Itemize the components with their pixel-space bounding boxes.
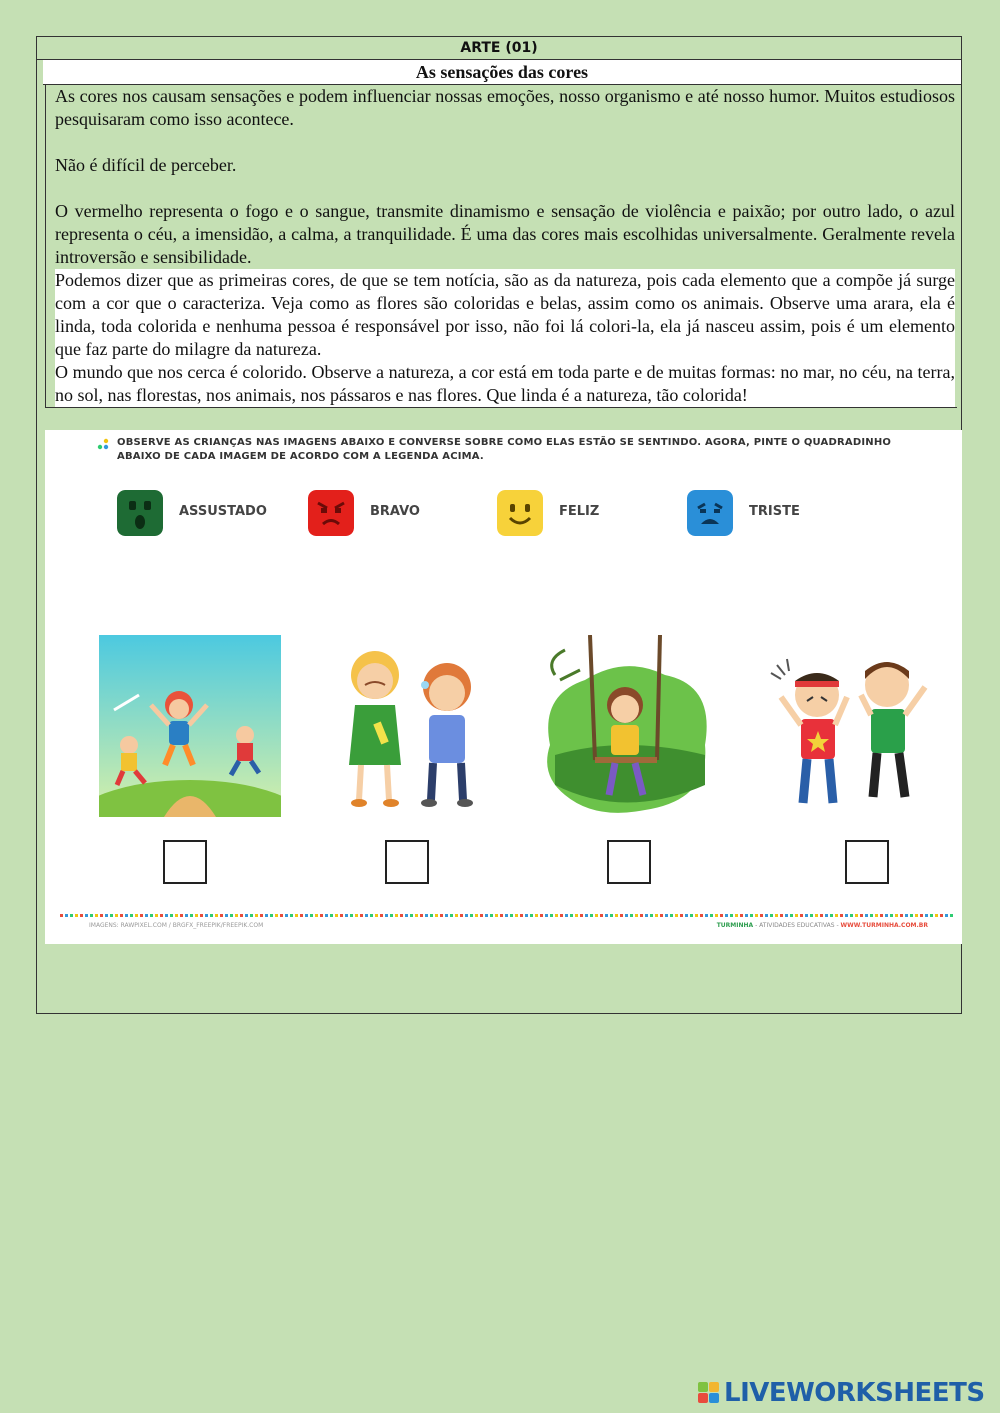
liveworksheets-logo-icon [698, 1382, 720, 1404]
footer-site [717, 922, 928, 929]
checkbox-image-4[interactable] [845, 840, 889, 884]
subject-header: ARTE (01) [37, 37, 961, 60]
legend-label-triste: TRISTE [749, 504, 800, 519]
paragraph-4: Podemos dizer que as primeiras cores, de que se tem notícia, são as da natureza, pois cada elemento que a compõe já surge com a cor que o caracteriza. Veja como as flores são coloridas e belas, assim como os animais. Observe uma arara, ela é linda, toda colorida e nenhuma pessoa é responsável por isso, não foi lá colori-la, ela já nasceu assim, pois é um elemento que faz parte do milagre da natureza. [55, 270, 955, 359]
paragraph-1: As cores nos causam sensações e podem influenciar nossas emoções, nosso organismo e até nosso humor. Muitos estudiosos pesquisaram como isso acontece. [55, 86, 955, 129]
reading-text [45, 85, 957, 408]
footer-site-name: TURMINHA [716, 922, 754, 929]
page-title: As sensações das cores [43, 60, 961, 85]
angry-kids-image [757, 635, 942, 820]
footer-divider [60, 914, 955, 917]
paragraph-5: O mundo que nos cerca é colorido. Observe a natureza, a cor está em toda parte e de muitas formas: no mar, no céu, na terra, no sol, nas florestas, nos animais, nos pássaros e nas flores. Que linda é a natureza, tão colorida! [55, 362, 955, 405]
sad-kids-image [325, 635, 510, 820]
checkbox-image-3[interactable] [607, 840, 651, 884]
legend-label-assustado: ASSUSTADO [179, 504, 267, 519]
activity-panel [45, 430, 962, 944]
dots-icon [97, 438, 109, 450]
scared-girl-image [535, 635, 720, 820]
footer-site-tagline: - ATIVIDADES EDUCATIVAS - [753, 922, 841, 929]
sad-face-icon [687, 490, 733, 536]
legend-label-feliz: FELIZ [559, 504, 600, 519]
angry-face-icon [308, 490, 354, 536]
paragraph-3: O vermelho representa o fogo e o sangue, transmite dinamismo e sensação de violência e paixão; por outro lado, o azul representa o céu, a imensidão, a calma, a tranquilidade. É uma das cores mais escolhidas universalmente. Geralmente revela introversão e sensibilidade. [55, 201, 955, 267]
footer-site-url: WWW.TURMINHA.COM.BR [840, 922, 928, 929]
footer-credits: IMAGENS: RAWPIXEL.COM / BRGFX_FREEPIK/FREEPIK.COM [89, 922, 264, 929]
instruction-text: OBSERVE AS CRIANÇAS NAS IMAGENS ABAIXO E CONVERSE SOBRE COMO ELAS ESTÃO SE SENTINDO. AGORA, PINTE O QUADRADINHO ABAIXO DE CADA IMAGEM DE ACORDO COM A LEGENDA ACIMA. [117, 437, 892, 462]
legend-label-bravo: BRAVO [370, 504, 420, 519]
brand-name: LIVEWORKSHEETS [724, 1378, 985, 1408]
checkbox-image-1[interactable] [163, 840, 207, 884]
happy-kids-image [99, 635, 281, 817]
scared-face-icon [117, 490, 163, 536]
checkbox-image-2[interactable] [385, 840, 429, 884]
happy-face-icon [497, 490, 543, 536]
worksheet [36, 36, 962, 1014]
paragraph-2: Não é difícil de perceber. [55, 155, 237, 175]
